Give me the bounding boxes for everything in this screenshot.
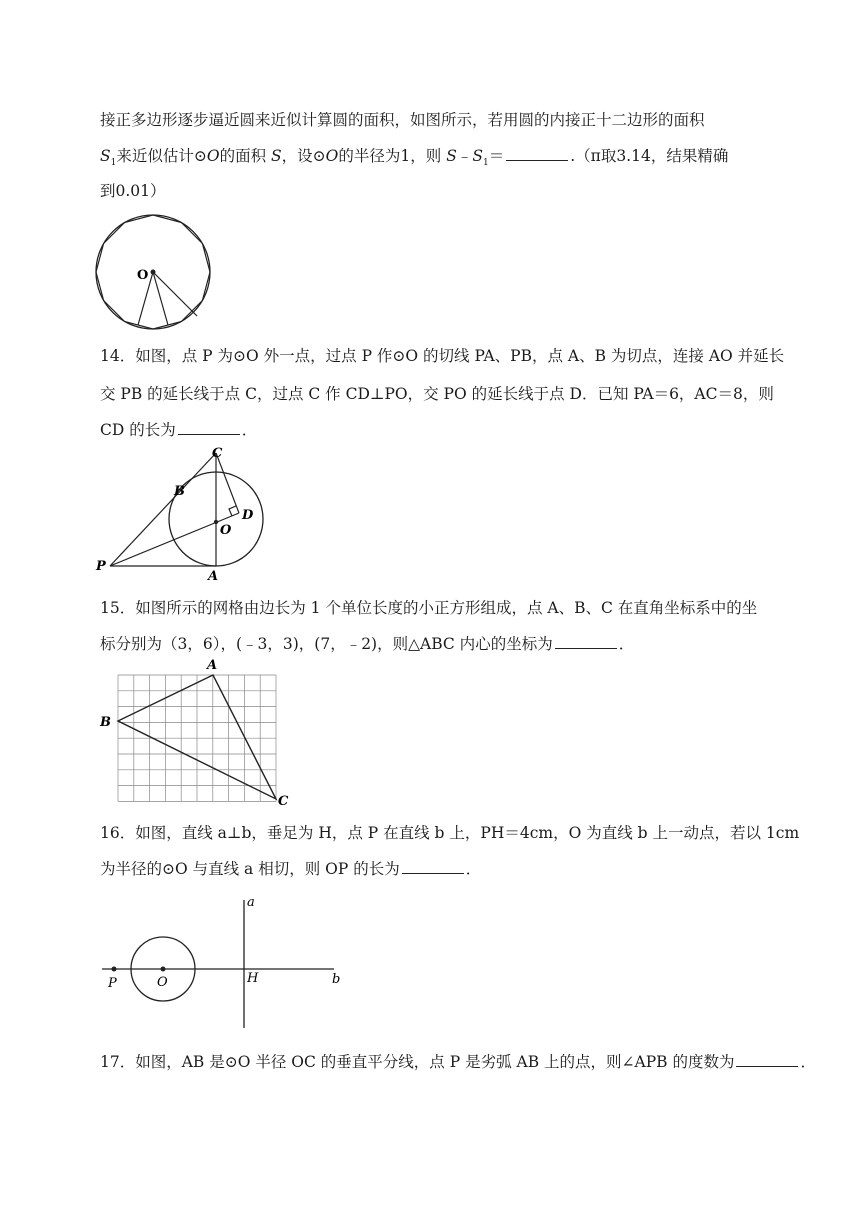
- label-p-14: P: [96, 559, 106, 574]
- answer-blank-13: [506, 146, 568, 161]
- figure-15-grid: [96, 656, 296, 809]
- label-a-14: A: [208, 569, 219, 584]
- problem15-line2: 标分别为（3，6），(﹣3，3)，(7，﹣2)，则△ABC 内心的坐标为 ．: [100, 635, 635, 653]
- label-d-14: D: [242, 508, 254, 523]
- label-a-16: a: [247, 895, 255, 910]
- answer-blank-16: [402, 859, 464, 874]
- problem13-line3: 到0.01）: [100, 182, 166, 200]
- problem14-line3: CD 的长为 ．: [100, 421, 258, 439]
- problem13-line1: 接正多边形逐步逼近圆来近似计算圆的面积，如图所示，若用圆的内接正十二边形的面积: [100, 111, 705, 129]
- problem15-line1: 15．如图所示的网格由边长为 1 个单位长度的小正方形组成，点 A、B、C 在直角坐标系中的坐: [100, 599, 758, 617]
- problem16-line1: 16．如图，直线 a⊥b，垂足为 H，点 P 在直线 b 上，PH＝4cm，O 为直线 b 上一动点，若以 1cm: [100, 824, 800, 842]
- label-b-14: B: [174, 484, 185, 499]
- problem14-line1: 14．如图，点 P 为⊙O 外一点，过点 P 作⊙O 的切线 PA、PB，点 A、B 为切点，连接 AO 并延长: [100, 347, 785, 365]
- figure-16-lines: [96, 892, 356, 1032]
- problem13-line2: $S_1$来近似估计⊙O的面积 S，设⊙O的半径为1，则 $S﹣S_1= .(\pi$取3.14，结果精确: [100, 147, 729, 169]
- problem16-line2: 为半径的⊙O 与直线 a 相切，则 OP 的长为 ．: [100, 860, 482, 878]
- label-h-16: H: [247, 971, 259, 986]
- label-o-13: O: [137, 268, 149, 283]
- figure-13-dodecagon: [90, 212, 220, 332]
- label-a-15: A: [207, 658, 218, 673]
- problem17-line1: 17．如图，AB 是⊙O 半径 OC 的垂直平分线，点 P 是劣弧 AB 上的点，则∠APB 的度数为 ．: [100, 1053, 816, 1071]
- label-c-15: C: [278, 794, 289, 809]
- label-p-16: P: [108, 976, 117, 991]
- label-b-16: b: [332, 972, 341, 987]
- answer-blank-17: [736, 1052, 798, 1067]
- figure-14-tangents: [94, 444, 274, 584]
- label-c-14: C: [212, 446, 223, 461]
- answer-blank-14: [178, 420, 240, 435]
- label-o-16: O: [157, 975, 168, 990]
- label-b-15: B: [100, 715, 111, 730]
- grid-15: [118, 675, 276, 801]
- answer-blank-15: [555, 634, 617, 649]
- problem14-line2: 交 PB 的延长线于点 C，过点 C 作 CD⊥PO，交 PO 的延长线于点 D．已知 PA＝6，AC＝8，则: [100, 385, 774, 403]
- label-o-14: O: [220, 523, 232, 538]
